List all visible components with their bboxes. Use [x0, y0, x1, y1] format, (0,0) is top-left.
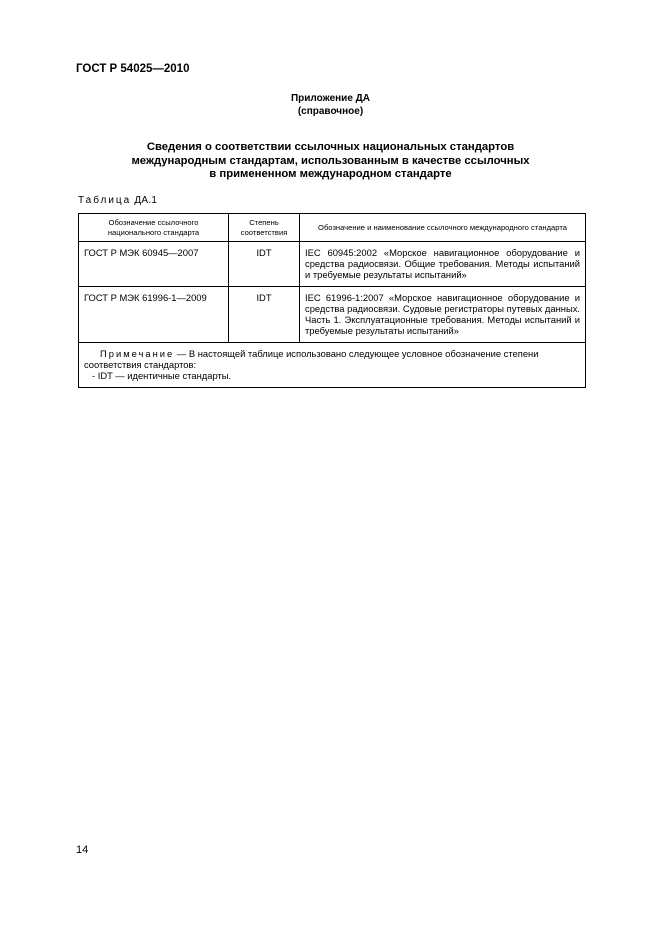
- page-number: 14: [76, 844, 89, 856]
- cell-national-standard: ГОСТ Р МЭК 60945—2007: [79, 242, 229, 287]
- table-note-body: — В настоящей таблице использовано следующее условное обозначение степени соответствия стандартов:: [84, 348, 539, 370]
- table-note-text: [84, 348, 580, 370]
- standards-correspondence-table: [78, 213, 586, 388]
- appendix-heading: [0, 92, 661, 118]
- table-caption-id: ДА.1: [134, 195, 158, 206]
- section-title-line-3: в примененном международном стандарте: [209, 168, 452, 180]
- cell-degree: IDT: [229, 287, 300, 343]
- column-header-international: Обозначение и наименование ссылочного международного стандарта: [300, 214, 586, 242]
- appendix-title: Приложение ДА: [290, 93, 371, 104]
- document-code: ГОСТ Р 54025—2010: [76, 63, 190, 75]
- cell-degree: IDT: [229, 242, 300, 287]
- appendix-subtitle: (справочное): [297, 106, 364, 117]
- table-caption: [78, 195, 157, 206]
- cell-national-standard: ГОСТ Р МЭК 61996-1—2009: [79, 287, 229, 343]
- table-note-row: [79, 343, 586, 388]
- table-note-item: - IDT — идентичные стандарты.: [92, 370, 232, 381]
- table-note-label: Примечание: [100, 348, 175, 359]
- table-header-row: [79, 214, 586, 242]
- table-row: [79, 242, 586, 287]
- section-title: [0, 141, 661, 182]
- cell-international-standard: IEC 61996-1:2007 «Морское навигационное оборудование и средства радиосвязи. Судовые регистраторы путевых данных. Часть 1. Эксплуатационные требования. Методы испытаний и требуемые результаты испытаний»: [300, 287, 586, 343]
- table-caption-word: Таблица: [78, 195, 132, 206]
- table-row: [79, 287, 586, 343]
- cell-international-standard: IEC 60945:2002 «Морское навигационное оборудование и средства радиосвязи. Общие требования. Методы испытаний и требуемые результаты испытаний»: [300, 242, 586, 287]
- section-title-line-1: Сведения о соответствии ссылочных национальных стандартов: [146, 141, 515, 153]
- table-note: [79, 343, 586, 388]
- column-header-degree: Степень соответствия: [229, 214, 300, 242]
- column-header-national: Обозначение ссылочного национального стандарта: [79, 214, 229, 242]
- section-title-line-2: международным стандартам, использованным в качестве ссылочных: [131, 154, 530, 167]
